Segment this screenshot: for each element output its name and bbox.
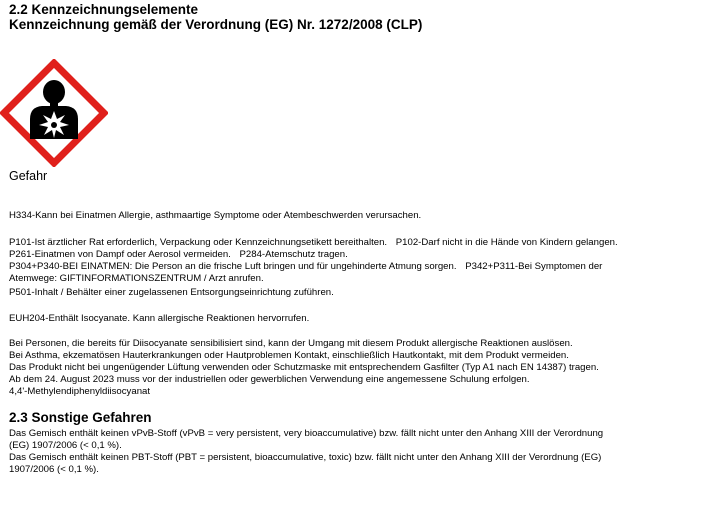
precautionary-p101: P101-Ist ärztlicher Rat erforderlich, Verpackung oder Kennzeichnungsetikett bereithalten. [9, 237, 388, 248]
precautionary-p304: P304+P340-BEI EINATMEN: Die Person an die frische Luft bringen und für ungehinderte Atmung sorgen. [9, 261, 457, 272]
precautionary-line-2 [9, 249, 348, 261]
precautionary-line-1 [9, 237, 618, 249]
other-hazards-line: Das Gemisch enthält keinen PBT-Stoff (PBT = persistent, bioaccumulative, toxic) bzw. fällt nicht unter den Anhang XIII der Verordnung (EG) [9, 452, 602, 463]
additional-info-line: Bei Personen, die bereits für Diisocyanate sensibilisiert sind, kann der Umgang mit diesem Produkt allergische Reaktionen auslösen. [9, 338, 573, 349]
additional-info-line: Ab dem 24. August 2023 muss vor der industriellen oder gewerblichen Verwendung eine angemessene Schulung erfolgen. [9, 374, 530, 385]
additional-info-line: Bei Asthma, ekzematösen Hauterkrankungen oder Hautproblemen Kontakt, einschließlich Hautkontakt, mit dem Produkt vermeiden. [9, 350, 569, 361]
additional-info-line: 4,4'-Methylendiphenyldiisocyanat [9, 386, 151, 397]
precautionary-p342-cont: Atemwege: GIFTINFORMATIONSZENTRUM / Arzt anrufen. [9, 273, 264, 284]
additional-info-line: Das Produkt nicht bei ungenügender Lüftung verwenden oder Schutzmaske mit entsprechendem Gasfilter (Typ A1 nach EN 14387) tragen. [9, 362, 599, 373]
other-hazards-heading: 2.3 Sonstige Gefahren [9, 410, 152, 425]
precautionary-p342: P342+P311-Bei Symptomen der [465, 261, 603, 272]
other-hazards-line: 1907/2006 (< 0,1 %). [9, 464, 99, 475]
precautionary-p261: P261-Einatmen von Dampf oder Aerosol vermeiden. [9, 249, 231, 260]
section-heading: 2.2 Kennzeichnungselemente [9, 2, 199, 17]
other-hazards-line: (EG) 1907/2006 (< 0,1 %). [9, 440, 122, 451]
health-hazard-ghs08-icon [0, 59, 108, 167]
precautionary-p501: P501-Inhalt / Behälter einer zugelassenen Entsorgungseinrichtung zuführen. [9, 287, 334, 298]
precautionary-p284: P284-Atemschutz tragen. [239, 249, 348, 260]
signal-word: Gefahr [9, 169, 48, 183]
hazard-statement-h334: H334-Kann bei Einatmen Allergie, asthmaartige Symptome oder Atembeschwerden verursachen. [9, 210, 422, 221]
other-hazards-line: Das Gemisch enthält keinen vPvB-Stoff (vPvB = very persistent, very bioaccumulative) bzw. fällt nicht unter den Anhang XIII der Verordnung [9, 428, 604, 439]
precautionary-line-3 [9, 261, 602, 273]
section-subheading: Kennzeichnung gemäß der Verordnung (EG) Nr. 1272/2008 (CLP) [9, 17, 423, 32]
precautionary-p102: P102-Darf nicht in die Hände von Kindern gelangen. [395, 237, 618, 248]
euh-statement-euh204: EUH204-Enthält Isocyanate. Kann allergische Reaktionen hervorrufen. [9, 313, 310, 324]
